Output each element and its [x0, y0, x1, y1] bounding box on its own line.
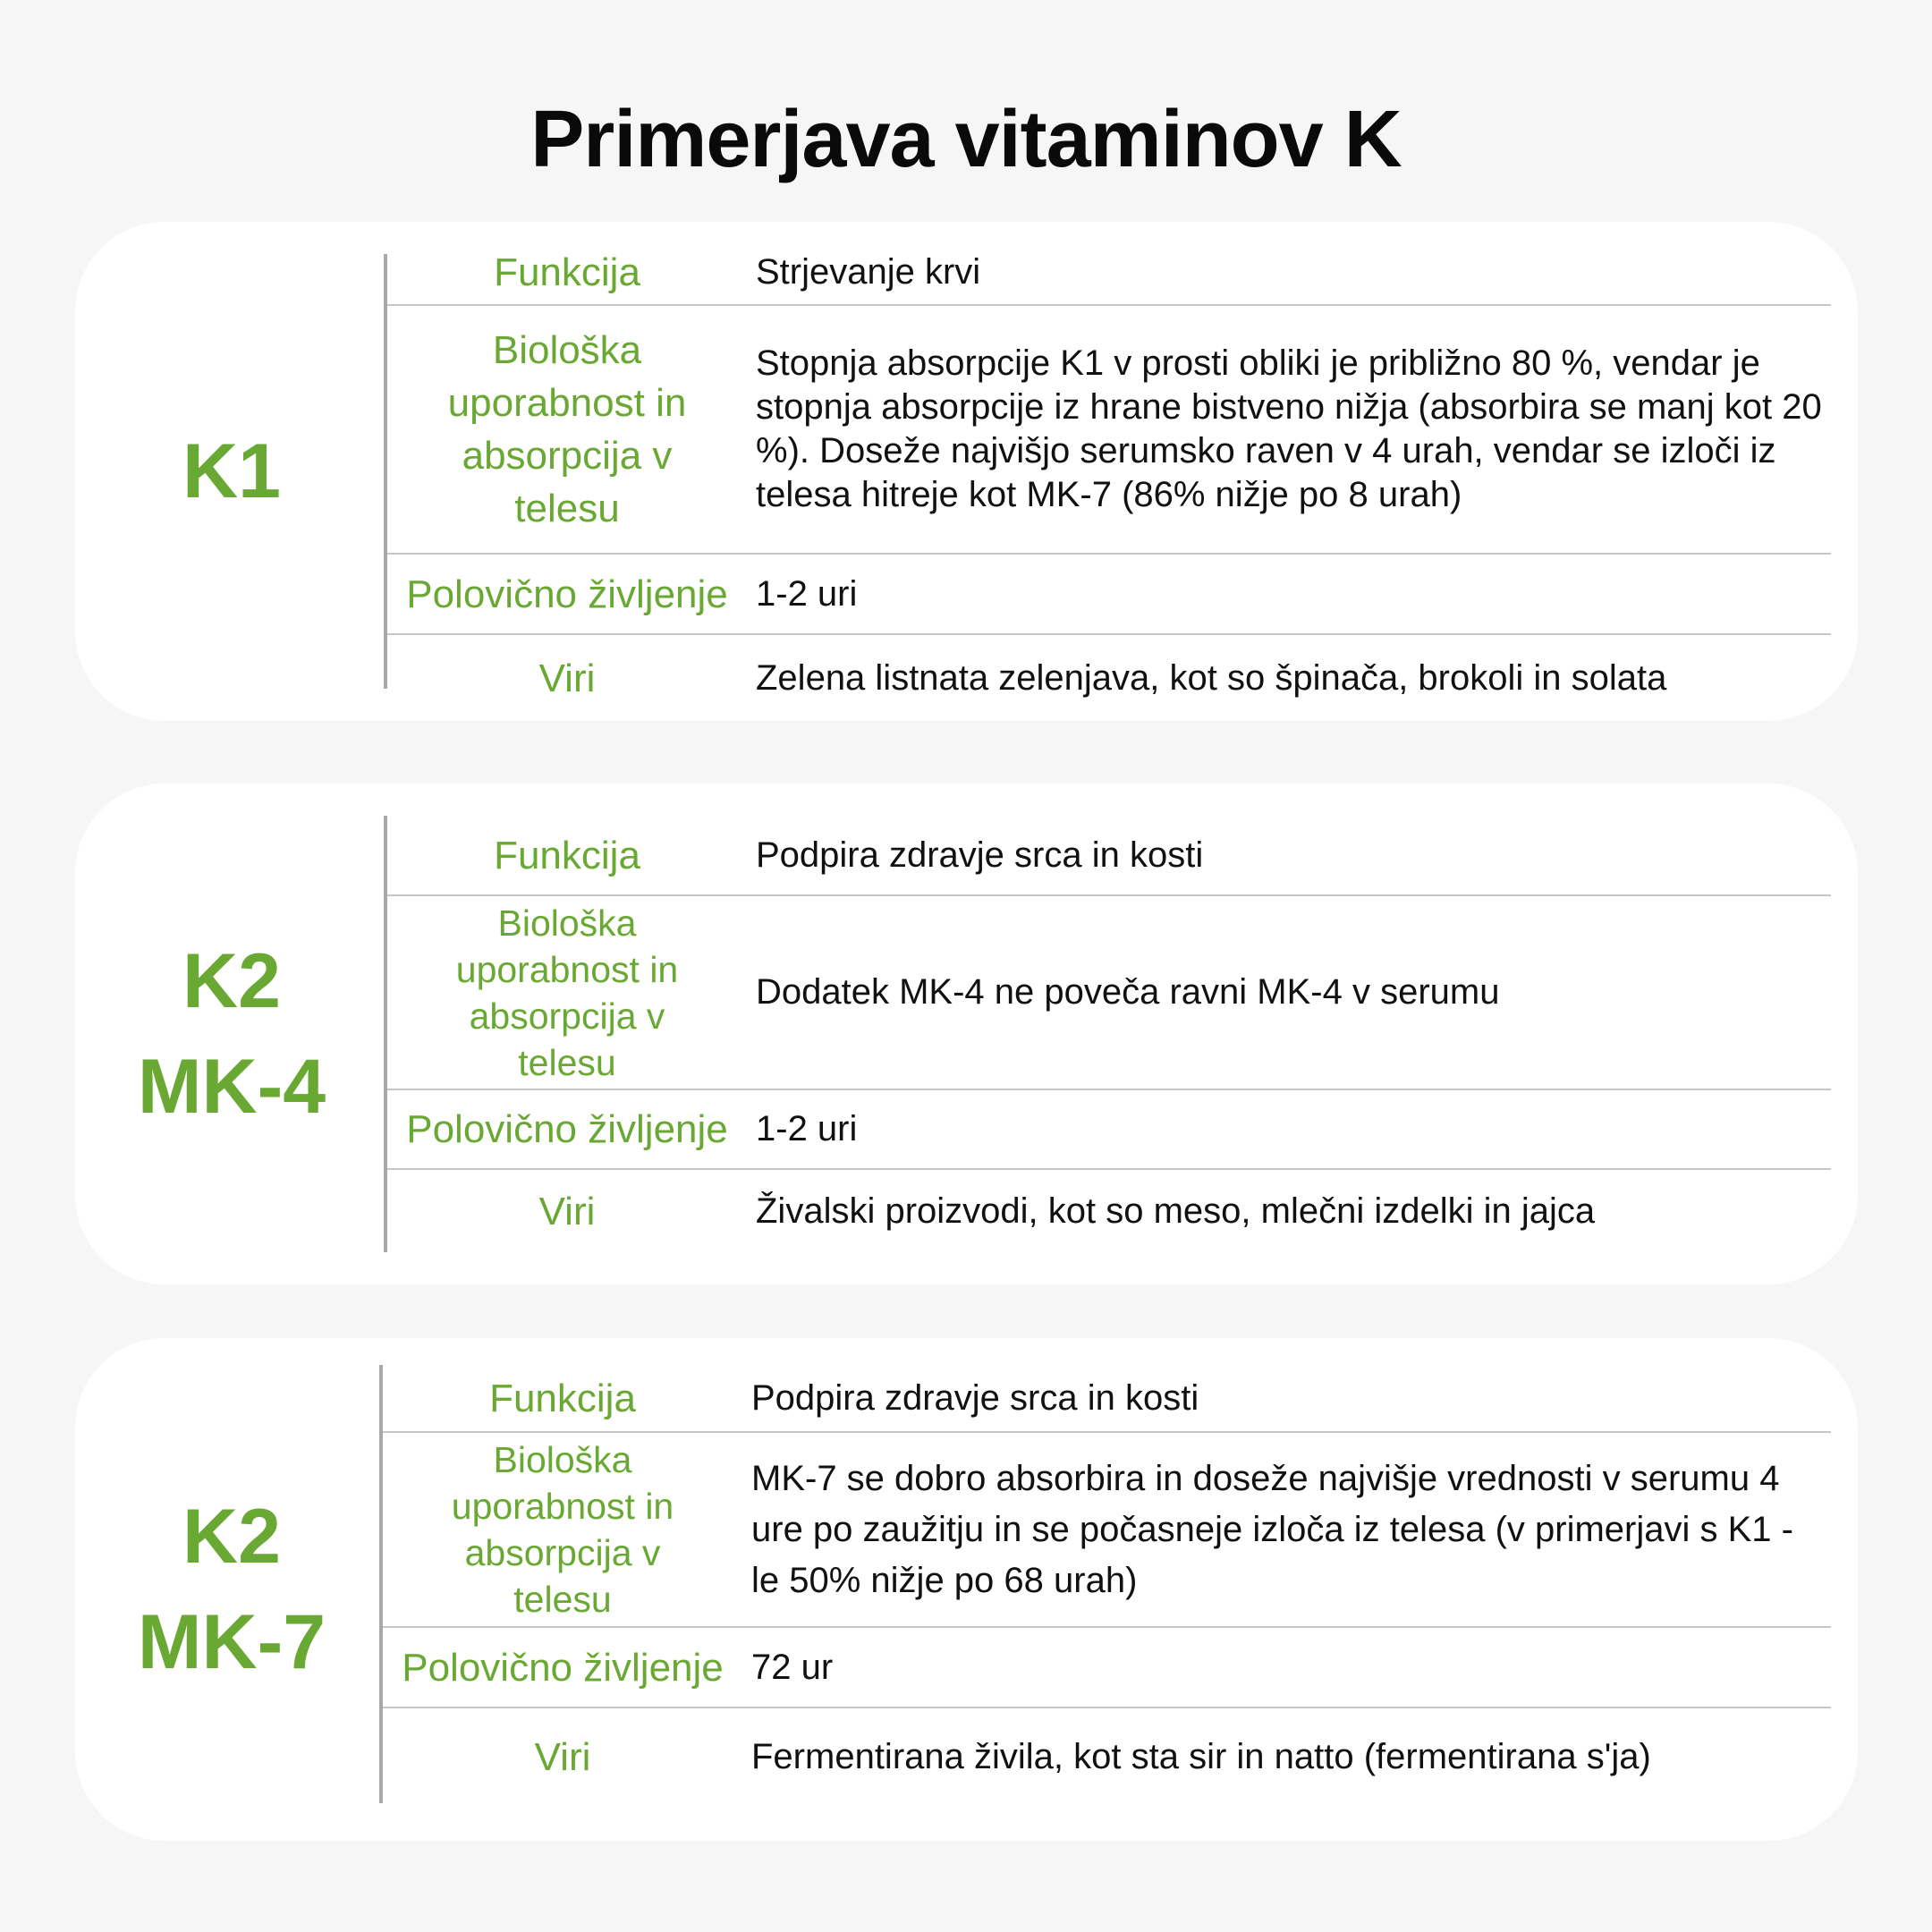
vitamin-name	[75, 784, 388, 1284]
row-label: Polovično življenje	[406, 1107, 728, 1151]
row-value: Živalski proizvodi, kot so meso, mlečni izdelki in jajca	[756, 1191, 1596, 1231]
vitamin-name-line1: K1	[182, 428, 281, 514]
vitamin-name	[75, 1338, 388, 1841]
row-value: Zelena listnata zelenjava, kot so špinača, brokoli in solata	[756, 657, 1667, 698]
row-label: Viri	[538, 1189, 596, 1233]
table-row-funkcija	[387, 240, 1831, 306]
row-label: Biološka uporabnost in absorpcija v telesu	[451, 1439, 674, 1620]
table-row-viri	[387, 635, 1831, 721]
table-row-funkcija	[387, 816, 1831, 896]
row-value: MK-7 se dobro absorbira in doseže najvišje vrednosti v serumu 4 ure po zaužitju in se počasneje izloča iz telesa (v primerjavi s K1 - le 50% nižje po 68 urah)	[751, 1458, 1793, 1600]
property-table	[387, 816, 1831, 1252]
row-label: Funkcija	[494, 833, 640, 877]
property-table	[383, 1365, 1831, 1805]
vitamin-card-k2-mk4	[75, 784, 1858, 1284]
row-value: Dodatek MK-4 ne poveča ravni MK-4 v serumu	[756, 972, 1500, 1012]
table-row-bioloska-uporabnost	[387, 306, 1831, 555]
vitamin-name-line1: K2	[182, 938, 281, 1024]
row-value: Strjevanje krvi	[756, 251, 981, 292]
table-row-polovicno-zivljenje	[387, 555, 1831, 635]
row-label: Biološka uporabnost in absorpcija v telesu	[447, 328, 687, 530]
table-row-viri	[383, 1708, 1831, 1805]
row-label: Viri	[534, 1734, 591, 1779]
vitamin-card-k2-mk7	[75, 1338, 1858, 1841]
table-row-funkcija	[383, 1365, 1831, 1433]
row-label: Viri	[538, 656, 596, 700]
row-label: Biološka uporabnost in absorpcija v telesu	[455, 902, 679, 1083]
row-label: Polovično življenje	[406, 572, 728, 616]
row-value: 1-2 uri	[756, 573, 858, 614]
vitamin-name-line2: MK-7	[137, 1599, 326, 1685]
table-row-polovicno-zivljenje	[383, 1628, 1831, 1708]
row-label: Funkcija	[494, 250, 640, 294]
row-value: Stopnja absorpcije K1 v prosti obliki je približno 80 %, vendar je stopnja absorpcije iz hrane bistveno nižja (absorbira se manj kot 20 %). Doseže najvišjo serumsko raven v 4 urah, vendar se izloči iz telesa hitreje kot MK-7 (86% nižje po 8 urah)	[756, 343, 1822, 514]
table-row-polovicno-zivljenje	[387, 1090, 1831, 1170]
vitamin-card-k1	[75, 222, 1858, 721]
row-value: Podpira zdravje srca in kosti	[751, 1377, 1199, 1418]
row-value: Podpira zdravje srca in kosti	[756, 835, 1204, 875]
vitamin-name-line1: K2	[182, 1494, 281, 1580]
table-row-bioloska-uporabnost	[387, 896, 1831, 1090]
vitamin-name	[75, 222, 388, 721]
row-value: 1-2 uri	[756, 1109, 858, 1148]
table-row-bioloska-uporabnost	[383, 1433, 1831, 1628]
table-row-viri	[387, 1170, 1831, 1252]
page-title: Primerjava vitaminov K	[530, 95, 1402, 184]
row-value: Fermentirana živila, kot sta sir in natto (fermentirana s'ja)	[751, 1736, 1651, 1776]
row-label: Funkcija	[489, 1376, 636, 1420]
property-table	[387, 240, 1831, 721]
vitamin-name-line2: MK-4	[137, 1044, 326, 1130]
row-value: 72 ur	[751, 1647, 834, 1687]
row-label: Polovično življenje	[402, 1645, 724, 1690]
